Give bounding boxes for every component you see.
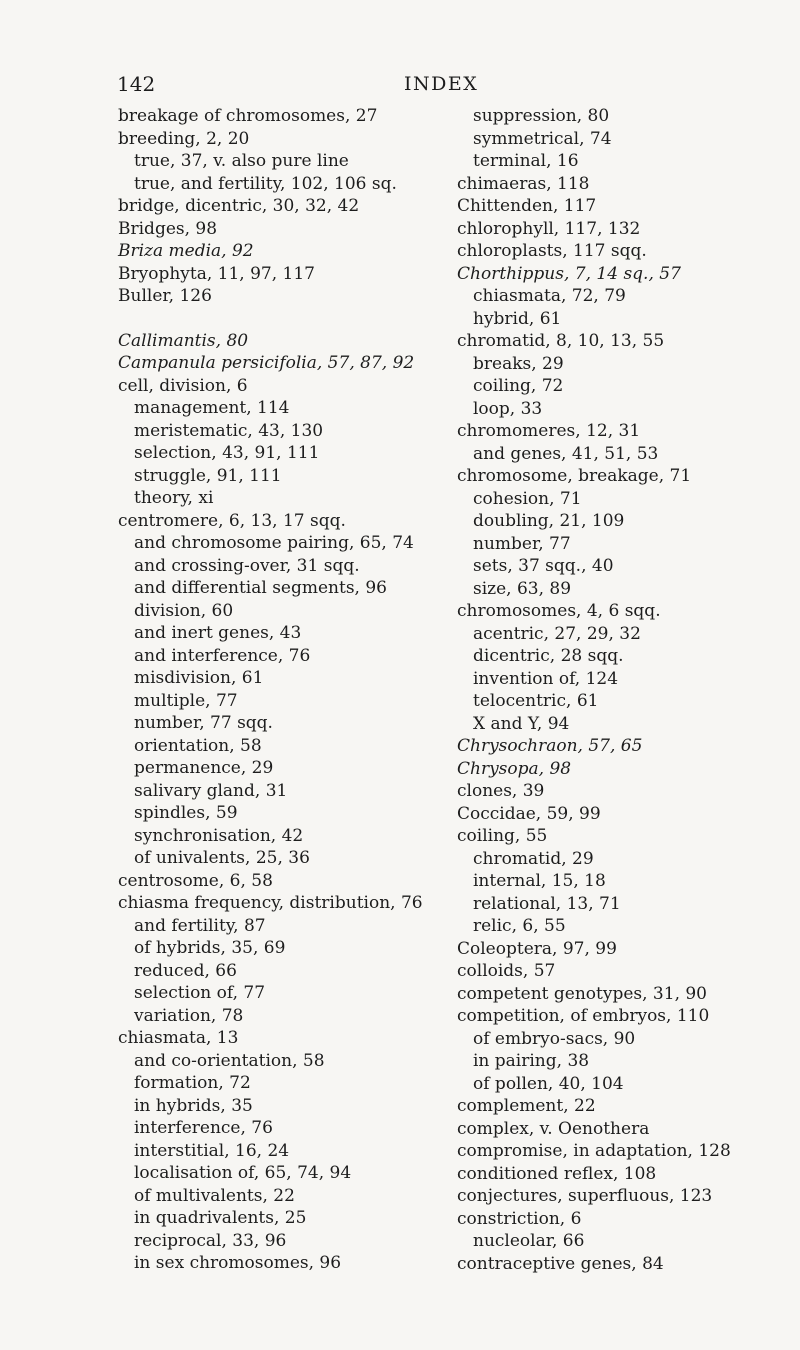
index-subentry: chromatid, 29 (473, 848, 594, 869)
index-subentry: of multivalents, 22 (134, 1185, 295, 1206)
index-subentry: in pairing, 38 (473, 1051, 590, 1071)
index-subentry: management, 114 (134, 398, 290, 418)
index-subentry: telocentric, 61 (473, 691, 599, 711)
index-subentry: of univalents, 25, 36 (134, 848, 310, 868)
index-entry: competition, of embryos, 110 (457, 1006, 710, 1026)
index-subentry: breaks, 29 (473, 353, 564, 374)
index-subentry: loop, 33 (473, 398, 543, 419)
running-head: INDEX (404, 73, 479, 95)
index-entry: breeding, 2, 20 (118, 128, 250, 149)
index-subentry: of hybrids, 35, 69 (134, 938, 286, 958)
index-subentry: dicentric, 28 sqq. (473, 646, 624, 666)
index-entry: complement, 22 (457, 1096, 596, 1116)
index-subentry: struggle, 91, 111 (134, 465, 282, 486)
index-subentry: reduced, 66 (134, 960, 237, 981)
index-subentry: true, 37, v. also pure line (134, 151, 349, 171)
index-entry: chromomeres, 12, 31 (457, 421, 641, 441)
index-entry: breakage of chromosomes, 27 (118, 106, 378, 126)
index-subentry: meristematic, 43, 130 (134, 420, 324, 441)
index-subentry: terminal, 16 (473, 151, 579, 171)
index-entry: conditioned reflex, 108 (457, 1163, 657, 1184)
index-entry: Bridges, 98 (118, 218, 218, 239)
index-entry: bridge, dicentric, 30, 32, 42 (118, 196, 360, 216)
index-subentry: and differential segments, 96 (134, 578, 387, 598)
index-subentry: and genes, 41, 51, 53 (473, 443, 659, 464)
index-subentry: number, 77 sqq. (134, 713, 273, 733)
index-subentry: coiling, 72 (473, 376, 564, 396)
index-subentry: relational, 13, 71 (473, 893, 621, 914)
index-subentry: invention of, 124 (473, 668, 619, 689)
index-subentry: acentric, 27, 29, 32 (473, 623, 641, 644)
index-entry: contraceptive genes, 84 (457, 1253, 664, 1274)
index-entry: centrosome, 6, 58 (118, 870, 273, 891)
index-entry: Chittenden, 117 (457, 196, 597, 216)
index-subentry: orientation, 58 (134, 735, 262, 756)
index-subentry: symmetrical, 74 (473, 128, 612, 149)
index-subentry: of embryo-sacs, 90 (473, 1028, 636, 1049)
page-number: 142 (117, 72, 156, 96)
index-entry: cell, division, 6 (118, 375, 248, 396)
index-entry: chromosomes, 4, 6 sqq. (457, 601, 661, 621)
index-entry: centromere, 6, 13, 17 sqq. (118, 510, 346, 531)
index-subentry: doubling, 21, 109 (473, 511, 625, 531)
index-entry: Coccidae, 59, 99 (457, 803, 601, 824)
index-subentry: localisation of, 65, 74, 94 (134, 1163, 352, 1183)
index-entry: compromise, in adaptation, 128 (457, 1141, 731, 1161)
index-subentry: nucleolar, 66 (473, 1231, 585, 1251)
index-entry: Chrysochraon, 57, 65 (457, 736, 643, 756)
index-entry: Briza media, 92 (118, 241, 254, 261)
index-subentry: and interference, 76 (134, 645, 311, 666)
index-column-left (118, 105, 438, 1275)
index-subentry: multiple, 77 (134, 690, 238, 711)
index-subentry: selection of, 77 (134, 983, 266, 1003)
index-subentry: formation, 72 (134, 1073, 251, 1093)
index-subentry: salivary gland, 31 (134, 780, 288, 801)
index-entry: chromatid, 8, 10, 13, 55 (457, 331, 665, 351)
index-subentry: relic, 6, 55 (473, 916, 566, 936)
index-subentry: and co-orientation, 58 (134, 1050, 325, 1071)
index-entry: chromosome, breakage, 71 (457, 466, 692, 486)
index-subentry: selection, 43, 91, 111 (134, 443, 320, 463)
index-subentry: sets, 37 sqq., 40 (473, 556, 614, 576)
index-subentry: interstitial, 16, 24 (134, 1140, 290, 1161)
index-subentry: variation, 78 (134, 1005, 244, 1026)
index-entry: clones, 39 (457, 781, 545, 801)
index-subentry: cohesion, 71 (473, 488, 582, 509)
index-entry: constriction, 6 (457, 1208, 582, 1229)
index-subentry: and crossing-over, 31 sqq. (134, 555, 360, 576)
index-subentry: misdivision, 61 (134, 668, 264, 688)
index-entry: chiasmata, 13 (118, 1028, 239, 1048)
index-entry: Chorthippus, 7, 14 sq., 57 (457, 263, 681, 284)
index-entry: chimaeras, 118 (457, 173, 590, 194)
index-subentry: and chromosome pairing, 65, 74 (134, 533, 414, 553)
index-subentry: hybrid, 61 (473, 308, 562, 329)
index-subentry: size, 63, 89 (473, 578, 572, 599)
index-entry: chiasma frequency, distribution, 76 (118, 893, 423, 913)
index-entry: chloroplasts, 117 sqq. (457, 241, 647, 261)
index-entry: conjectures, superfluous, 123 (457, 1186, 713, 1206)
index-subentry: permanence, 29 (134, 758, 274, 778)
index-subentry: interference, 76 (134, 1118, 273, 1138)
index-subentry: in sex chromosomes, 96 (134, 1253, 342, 1273)
index-subentry: reciprocal, 33, 96 (134, 1230, 287, 1251)
index-subentry: in hybrids, 35 (134, 1095, 253, 1116)
index-subentry: suppression, 80 (473, 106, 610, 126)
index-subentry: chiasmata, 72, 79 (473, 286, 626, 306)
index-entry: Buller, 126 (118, 286, 212, 306)
index-entry: Chrysopa, 98 (457, 758, 572, 779)
index-subentry: spindles, 59 (134, 803, 238, 823)
index-subentry: theory, xi (134, 488, 214, 508)
index-entry: Callimantis, 80 (118, 330, 249, 351)
index-entry: colloids, 57 (457, 961, 556, 981)
index-subentry: and inert genes, 43 (134, 623, 302, 643)
index-subentry: and fertility, 87 (134, 915, 266, 936)
index-subentry: number, 77 (473, 533, 571, 554)
index-column-right (457, 105, 787, 1275)
index-entry: complex, v. Oenothera (457, 1118, 650, 1139)
index-entry: chlorophyll, 117, 132 (457, 218, 641, 239)
index-subentry: internal, 15, 18 (473, 871, 606, 891)
index-subentry: division, 60 (134, 600, 234, 621)
index-entry: Campanula persicifolia, 57, 87, 92 (118, 353, 415, 373)
index-subentry: true, and fertility, 102, 106 sq. (134, 173, 397, 194)
index-entry: competent genotypes, 31, 90 (457, 983, 708, 1004)
index-entry: Coleoptera, 97, 99 (457, 938, 617, 959)
index-entry: Bryophyta, 11, 97, 117 (118, 263, 315, 284)
index-subentry: of pollen, 40, 104 (473, 1073, 624, 1094)
index-subentry: synchronisation, 42 (134, 825, 304, 846)
index-subentry: X and Y, 94 (473, 713, 570, 734)
index-subentry: in quadrivalents, 25 (134, 1208, 307, 1228)
index-entry: coiling, 55 (457, 826, 548, 846)
